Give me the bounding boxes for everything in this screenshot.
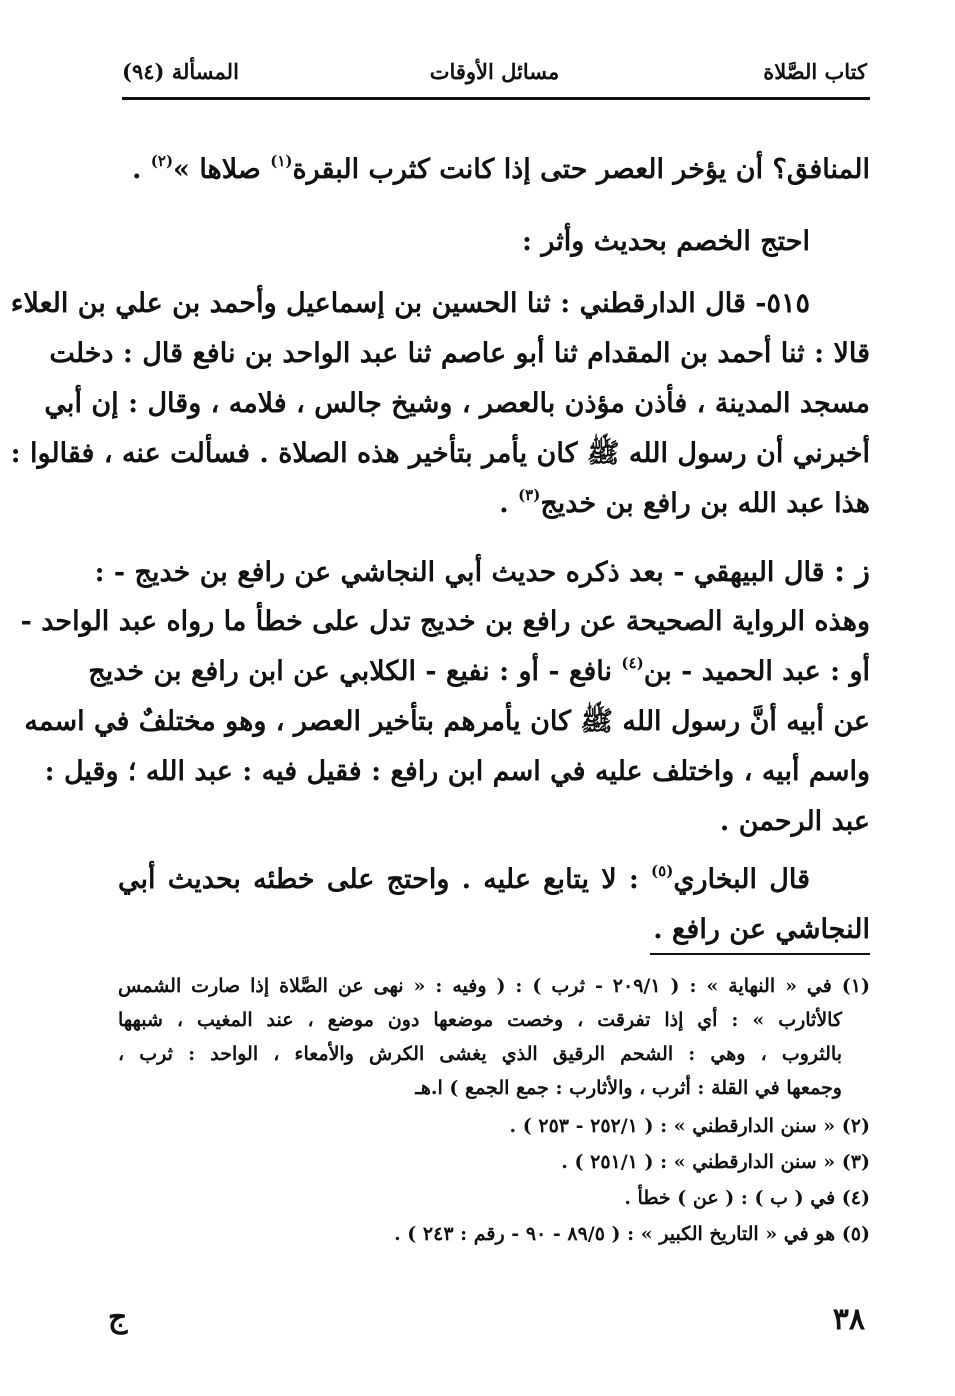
footnote-line: بالثروب ، وهي : الشحم الرقيق الذي يغشى الكرش والأمعاء ، الواحد : ثرب ، xyxy=(118,1043,842,1065)
text-line: واسم أبيه ، واختلف عليه في اسم ابن رافع : فقيل فيه : عبد الله ؛ وقيل : xyxy=(44,756,870,787)
issue-label: المسألة (٩٤) xyxy=(122,59,239,84)
footnote-line: كالأثارب » : أي إذا تفرقت ، وخصت موضعها دون موضع ، عند المغيب ، شبهها xyxy=(118,1009,842,1031)
text-line: أو : عبد الحميد - بن$^{(٤)}$ نافع - أو : نفيع - الكلابي عن ابن رافع بن خديج xyxy=(88,654,870,687)
book-title: كتاب الصَّلاة xyxy=(763,59,867,84)
text-line: ٥١٥- قال الدارقطني : ثنا الحسين بن إسماعيل وأحمد بن علي بن العلاء xyxy=(10,288,810,319)
footnote-line: (٤) في ( ب ) : ( عن ) خطأ . xyxy=(624,1187,870,1209)
footnote-ref: (٤) xyxy=(621,654,644,672)
text-line: عن أبيه أنَّ رسول الله ﷺ كان يأمرهم بتأخير العصر ، وهو مختلفٌ في اسمه xyxy=(24,706,870,737)
text-line: النجاشي عن رافع . xyxy=(653,914,870,945)
marker-symbol: ز : xyxy=(833,554,870,589)
text-line: هذا عبد الله بن رافع بن خديج$^{(٣)}$ . xyxy=(499,486,870,519)
footnote-rule xyxy=(650,953,870,955)
footnote-ref: (٣) xyxy=(518,486,541,504)
footnote-ref: (١) xyxy=(270,152,293,170)
section-title: مسائل الأوقات xyxy=(429,59,560,84)
running-header xyxy=(122,55,867,95)
page-number: ٣٨ xyxy=(832,1302,865,1337)
footnote-line: (٢) « سنن الدارقطني » : ( ٢٥٢/١ - ٢٥٣ ) . xyxy=(509,1115,870,1137)
text-line: وهذه الرواية الصحيحة عن رافع بن خديج تدل على خطأ ما رواه عبد الواحد - xyxy=(20,606,870,637)
footnote-line: (٣) « سنن الدارقطني » : ( ٢٥١/١ ) . xyxy=(561,1151,870,1173)
footnote-line: (٥) هو في « التاريخ الكبير » : ( ٨٩/٥ - ٩٠ - رقم : ٢٤٣ ) . xyxy=(394,1223,870,1245)
footnote-ref: (٢) xyxy=(150,152,174,170)
text-line: قالا : ثنا أحمد بن المقدام ثنا أبو عاصم ثنا عبد الواحد بن نافع قال : دخلت xyxy=(49,338,870,369)
footnote-line: وجمعها في القلة : أثرب ، والأثارب : جمع الجمع ) ا.هـ xyxy=(415,1077,842,1099)
text-line: المنافق؟ أن يؤخر العصر حتى إذا كانت كثرب البقرة$^{(١)}$ صلاها »$^{(٢)}$ . xyxy=(131,152,870,185)
text-line: مسجد المدينة ، فأذن مؤذن بالعصر ، وشيخ جالس ، فلامه ، وقال : إن أبي xyxy=(44,388,870,419)
text-line: عبد الرحمن . xyxy=(719,806,870,837)
text-line: ز : قال البيهقي - بعد ذكره حديث أبي النجاشي عن رافع بن خديج - : xyxy=(94,554,870,589)
text-line: أخبرني أن رسول الله ﷺ كان يأمر بتأخير هذه الصلاة . فسألت عنه ، فقالوا : xyxy=(10,438,870,469)
header-rule xyxy=(122,97,870,100)
footnote-ref: (٥) xyxy=(651,862,674,880)
signature-mark: ج xyxy=(108,1300,128,1335)
footnote-line: (١) في « النهاية » : ( ٢٠٩/١ - ثرب ) : ( وفيه : « نهى عن الصَّلاة إذا صارت الشمس xyxy=(118,975,870,997)
text-line: قال البخاري$^{(٥)}$ : لا يتابع عليه . واحتج على خطئه بحديث أبي xyxy=(118,862,810,895)
heading-line: احتج الخصم بحديث وأثر : xyxy=(522,226,810,257)
